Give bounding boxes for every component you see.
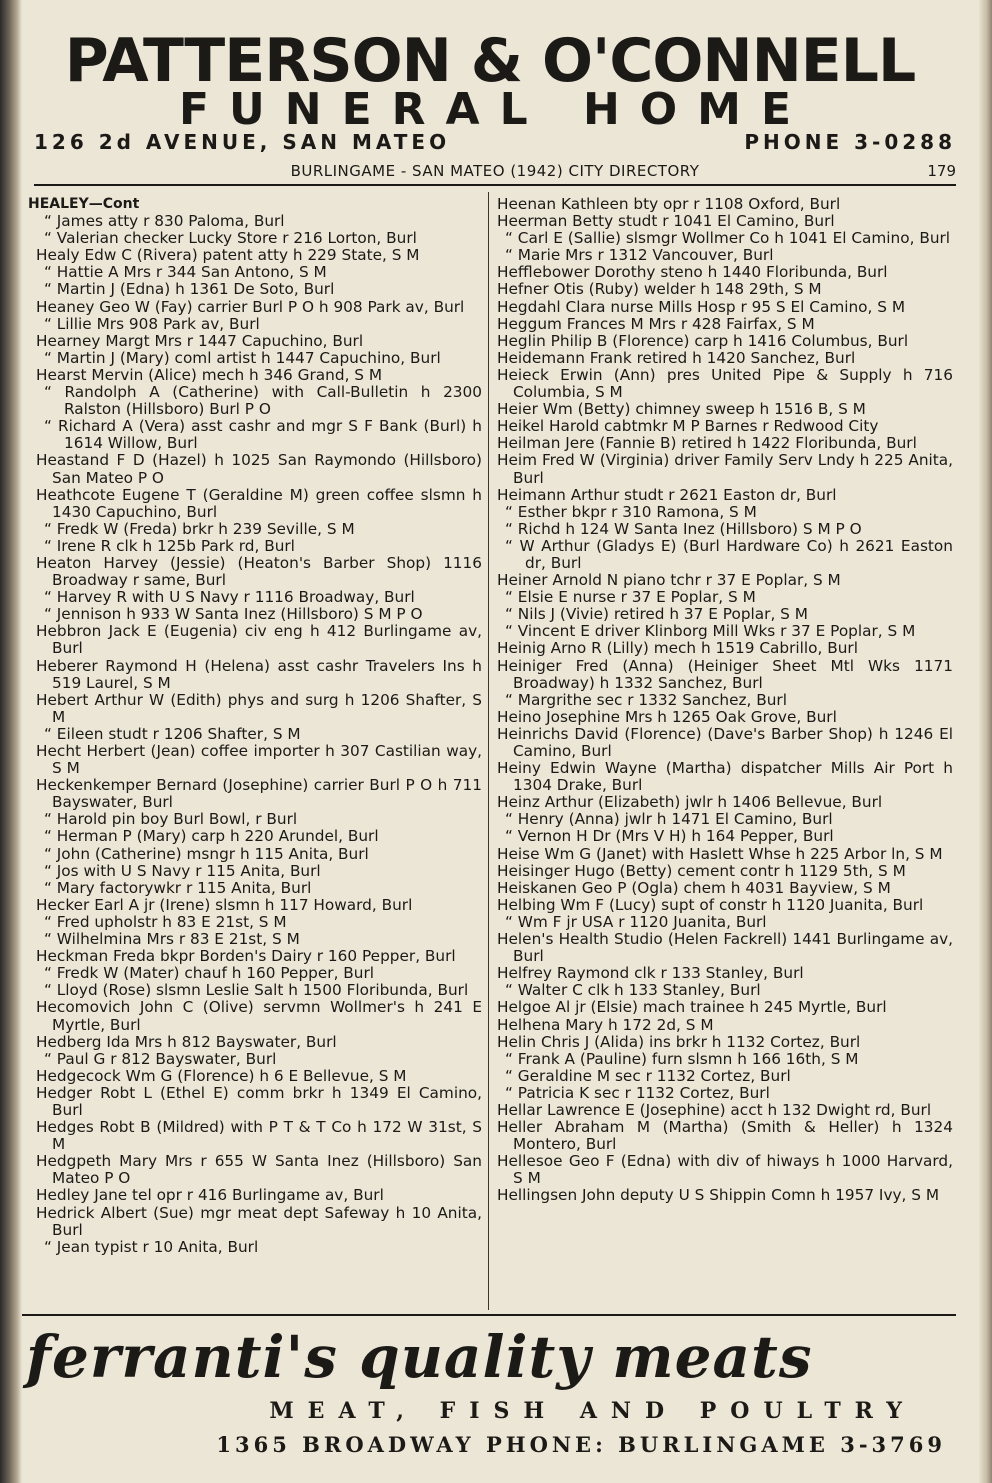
directory-entry: Hearst Mervin (Alice) mech h 346 Grand, S M: [36, 365, 383, 384]
running-header: [34, 162, 956, 186]
directory-entry: “ John (Catherine) msngr h 115 Anita, Burl: [44, 844, 369, 863]
ad-business-type: FUNERAL HOME: [178, 84, 812, 135]
directory-entry: “ Vernon H Dr (Mrs V H) h 164 Pepper, Burl: [505, 827, 834, 846]
directory-entry: Hecomovich John C (Olive) servmn Wollmer's h 241 E Myrtle, Burl: [36, 998, 482, 1034]
directory-entry: “ Carl E (Sallie) slsmgr Wollmer Co h 1041 El Camino, Burl: [505, 229, 951, 248]
directory-entry: Hellar Lawrence E (Josephine) acct h 132 Dwight rd, Burl: [497, 1100, 932, 1119]
directory-entry: “ Margrithe sec r 1332 Sanchez, Burl: [505, 690, 787, 709]
directory-entry: Heim Fred W (Virginia) driver Family Serv Lndy h 225 Anita, Burl: [497, 451, 953, 487]
column-divider: [488, 192, 489, 1310]
book-spine-shadow: [0, 0, 22, 1483]
directory-entry: Heisinger Hugo (Betty) cement contr h 1129 5th, S M: [497, 861, 906, 880]
directory-entry: “ W Arthur (Gladys E) (Burl Hardware Co) h 2621 Easton dr, Burl: [505, 536, 953, 572]
directory-entry: Heinig Arno R (Lilly) mech h 1519 Cabrillo, Burl: [497, 639, 858, 658]
directory-entry: “ Hattie A Mrs r 344 San Antono, S M: [44, 263, 327, 282]
directory-entry: “ Irene R clk h 125b Park rd, Burl: [44, 536, 295, 555]
directory-entry: Heino Josephine Mrs h 1265 Oak Grove, Burl: [497, 707, 837, 726]
directory-entry: Hefner Otis (Ruby) welder h 148 29th, S M: [497, 280, 822, 299]
directory-entry: HEALEY—Cont: [28, 196, 140, 212]
directory-entry: “ Harvey R with U S Navy r 1116 Broadway, Burl: [44, 588, 415, 607]
directory-entry: Hegdahl Clara nurse Mills Hosp r 95 S El Camino, S M: [497, 297, 906, 316]
directory-entry: “ Henry (Anna) jwlr h 1471 El Camino, Burl: [505, 810, 833, 829]
directory-entry: Heimann Arthur studt r 2621 Easton dr, Burl: [497, 485, 837, 504]
bottom-rule: [22, 1314, 956, 1316]
directory-entry: “ Fredk W (Freda) brkr h 239 Seville, S M: [44, 519, 355, 538]
directory-entry: Hefflebower Dorothy steno h 1440 Floribunda, Burl: [497, 263, 888, 282]
directory-entry: “ Harold pin boy Burl Bowl, r Burl: [44, 810, 298, 829]
directory-entry: Hecht Herbert (Jean) coffee importer h 307 Castilian way, S M: [36, 742, 482, 778]
directory-entry: “ Jos with U S Navy r 115 Anita, Burl: [44, 861, 321, 880]
directory-entry: “ Herman P (Mary) carp h 220 Arundel, Burl: [44, 827, 379, 846]
directory-entry: “ Frank A (Pauline) furn slsmn h 166 16th, S M: [505, 1049, 859, 1068]
directory-entry: “ Fredk W (Mater) chauf h 160 Pepper, Burl: [44, 964, 375, 983]
directory-entry: Heaney Geo W (Fay) carrier Burl P O h 908 Park av, Burl: [36, 297, 465, 316]
directory-entry: “ Paul G r 812 Bayswater, Burl: [44, 1049, 277, 1068]
directory-entry: Heieck Erwin (Ann) pres United Pipe & Supply h 716 Columbia, S M: [497, 365, 953, 402]
directory-entry: Hedberg Ida Mrs h 812 Bayswater, Burl: [36, 1032, 337, 1051]
directory-entry: Heiny Edwin Wayne (Martha) dispatcher Mills Air Port h 1304 Drake, Burl: [497, 759, 953, 795]
directory-entry: Heikel Harold cabtmkr M P Barnes r Redwood City: [497, 417, 879, 436]
directory-entry: “ Richard A (Vera) asst cashr and mgr S F Bank (Burl) h 1614 Willow, Burl: [44, 417, 482, 453]
directory-entry: “ Wm F jr USA r 1120 Juanita, Burl: [505, 912, 767, 931]
directory-entry: “ Esther bkpr r 310 Ramona, S M: [505, 502, 757, 521]
directory-entry: Heaton Harvey (Jessie) (Heaton's Barber Shop) 1116 Broadway r same, Burl: [36, 553, 482, 590]
directory-entry: “ Randolph A (Catherine) with Call-Bulletin h 2300 Ralston (Hillsboro) Burl P O: [44, 383, 482, 419]
directory-entry: Heathcote Eugene T (Geraldine M) green coffee slsmn h 1430 Capuchino, Burl: [36, 485, 482, 521]
directory-entry: “ Patricia K sec r 1132 Cortez, Burl: [505, 1083, 770, 1102]
directory-entry: “ Nils J (Vivie) retired h 37 E Poplar, S M: [505, 605, 808, 624]
directory-entry: “ Martin J (Edna) h 1361 De Soto, Burl: [44, 280, 335, 299]
directory-entry: “ Fred upholstr h 83 E 21st, S M: [44, 912, 287, 931]
directory-entry: Heckenkemper Bernard (Josephine) carrier Burl P O h 711 Bayswater, Burl: [36, 776, 482, 812]
ad-phone: PHONE 3-0288: [744, 130, 956, 154]
directory-entry: Heerman Betty studt r 1041 El Camino, Burl: [497, 212, 835, 231]
directory-entry: Heenan Kathleen bty opr r 1108 Oxford, Burl: [497, 195, 841, 213]
ad-business-name: PATTERSON & O'CONNELL: [64, 26, 916, 96]
directory-entry: Hedley Jane tel opr r 416 Burlingame av, Burl: [36, 1186, 384, 1205]
directory-entry: “ Lloyd (Rose) slsmn Leslie Salt h 1500 Floribunda, Burl: [44, 981, 469, 1000]
directory-entry: Heinrichs David (Florence) (Dave's Barber Shop) h 1246 El Camino, Burl: [497, 724, 953, 760]
ad-address: 126 2d AVENUE, SAN MATEO: [34, 130, 451, 154]
directory-entry: Hedges Robt B (Mildred) with P T & T Co h 172 W 31st, S M: [36, 1118, 482, 1154]
directory-entry: Healy Edw C (Rivera) patent atty h 229 State, S M: [36, 246, 420, 265]
directory-entry: Hearney Margt Mrs r 1447 Capuchino, Burl: [36, 331, 364, 350]
ad-bottom-tagline: MEAT, FISH AND POULTRY: [269, 1398, 916, 1424]
directory-entry: Heise Wm G (Janet) with Haslett Whse h 225 Arbor ln, S M: [497, 844, 943, 863]
directory-entry: “ Martin J (Mary) coml artist h 1447 Capuchino, Burl: [44, 348, 441, 367]
directory-entry: “ Richd h 124 W Santa Inez (Hillsboro) S M P O: [505, 519, 862, 538]
directory-entry: Hellingsen John deputy U S Shippin Comn h 1957 Ivy, S M: [497, 1186, 940, 1205]
directory-entry: “ Geraldine M sec r 1132 Cortez, Burl: [505, 1066, 791, 1085]
directory-entry: Hedgpeth Mary Mrs r 655 W Santa Inez (Hillsboro) San Mateo P O: [36, 1152, 482, 1188]
directory-entry: Hedgecock Wm G (Florence) h 6 E Bellevue, S M: [36, 1066, 407, 1085]
directory-entry: Heglin Philip B (Florence) carp h 1416 Columbus, Burl: [497, 331, 909, 350]
directory-entry: Helin Chris J (Alida) ins brkr h 1132 Cortez, Burl: [497, 1032, 861, 1051]
right-column: [497, 196, 953, 1205]
directory-entry: “ Marie Mrs r 1312 Vancouver, Burl: [505, 246, 774, 265]
directory-entry: Heggum Frances M Mrs r 428 Fairfax, S M: [497, 314, 815, 333]
directory-entry: “ Jean typist r 10 Anita, Burl: [44, 1237, 259, 1256]
directory-entry: “ Lillie Mrs 908 Park av, Burl: [44, 314, 260, 333]
directory-entry: “ Elsie E nurse r 37 E Poplar, S M: [505, 588, 756, 607]
bottom-advertisement: [22, 1322, 956, 1457]
directory-entry: “ Eileen studt r 1206 Shafter, S M: [44, 724, 301, 743]
directory-entry: “ Walter C clk h 133 Stanley, Burl: [505, 981, 761, 1000]
directory-entry: Heier Wm (Betty) chimney sweep h 1516 B, S M: [497, 400, 866, 419]
directory-entry: “ Valerian checker Lucky Store r 216 Lorton, Burl: [44, 229, 417, 248]
directory-entry: Hecker Earl A jr (Irene) slsmn h 117 Howard, Burl: [36, 895, 413, 914]
ad-bottom-address: 1365 BROADWAY PHONE: BURLINGAME 3-3769: [216, 1432, 946, 1457]
top-advertisement: [34, 28, 956, 154]
directory-entry: Hebbron Jack E (Eugenia) civ eng h 412 Burlingame av, Burl: [36, 622, 482, 658]
directory-entry: Heiniger Fred (Anna) (Heiniger Sheet Mtl Wks 1171 Broadway) h 1332 Sanchez, Burl: [497, 656, 953, 692]
directory-entry: Hellesoe Geo F (Edna) with div of hiways h 1000 Harvard, S M: [497, 1152, 953, 1188]
directory-entry: Heiskanen Geo P (Ogla) chem h 4031 Bayview, S M: [497, 878, 891, 897]
directory-entry: Heastand F D (Hazel) h 1025 San Raymondo (Hillsboro) San Mateo P O: [36, 451, 482, 487]
directory-entry: Heckman Freda bkpr Borden's Dairy r 160 Pepper, Burl: [36, 947, 456, 966]
directory-entry: Helbing Wm F (Lucy) supt of constr h 1120 Juanita, Burl: [497, 895, 924, 914]
directory-entry: Heidemann Frank retired h 1420 Sanchez, Burl: [497, 348, 856, 367]
directory-entry: Heberer Raymond H (Helena) asst cashr Travelers Ins h 519 Laurel, S M: [36, 656, 482, 692]
directory-entry: “ Jennison h 933 W Santa Inez (Hillsboro) S M P O: [44, 605, 423, 624]
directory-entry: Helfrey Raymond clk r 133 Stanley, Burl: [497, 964, 804, 983]
directory-entry: Heinz Arthur (Elizabeth) jwlr h 1406 Bellevue, Burl: [497, 793, 883, 812]
directory-entry: Heiner Arnold N piano tchr r 37 E Poplar, S M: [497, 571, 841, 590]
directory-entry: “ Wilhelmina Mrs r 83 E 21st, S M: [44, 930, 300, 949]
directory-entry: Hedger Robt L (Ethel E) comm brkr h 1349 El Camino, Burl: [36, 1083, 482, 1119]
ad-bottom-name: ferranti's quality meats: [26, 1323, 813, 1391]
directory-entry: Heilman Jere (Fannie B) retired h 1422 Floribunda, Burl: [497, 434, 917, 453]
left-column: [28, 196, 482, 1256]
directory-title: BURLINGAME - SAN MATEO (1942) CITY DIRECTORY: [290, 162, 700, 180]
directory-entry: Hebert Arthur W (Edith) phys and surg h 1206 Shafter, S M: [36, 690, 482, 726]
directory-entry: Heller Abraham M (Martha) (Smith & Heller) h 1324 Montero, Burl: [497, 1118, 953, 1154]
directory-entry: Helhena Mary h 172 2d, S M: [497, 1015, 714, 1034]
directory-entry: Hedrick Albert (Sue) mgr meat dept Safeway h 10 Anita, Burl: [36, 1203, 482, 1239]
page-edge-shadow: [978, 0, 992, 1483]
directory-entry: “ Vincent E driver Klinborg Mill Wks r 37 E Poplar, S M: [505, 622, 916, 641]
directory-entry: Helgoe Al jr (Elsie) mach trainee h 245 Myrtle, Burl: [497, 998, 887, 1017]
directory-entry: Helen's Health Studio (Helen Fackrell) 1441 Burlingame av, Burl: [497, 930, 953, 966]
directory-entry: “ Mary factorywkr r 115 Anita, Burl: [44, 878, 312, 897]
page-number: 179: [927, 162, 956, 180]
directory-entry: “ James atty r 830 Paloma, Burl: [44, 212, 285, 231]
